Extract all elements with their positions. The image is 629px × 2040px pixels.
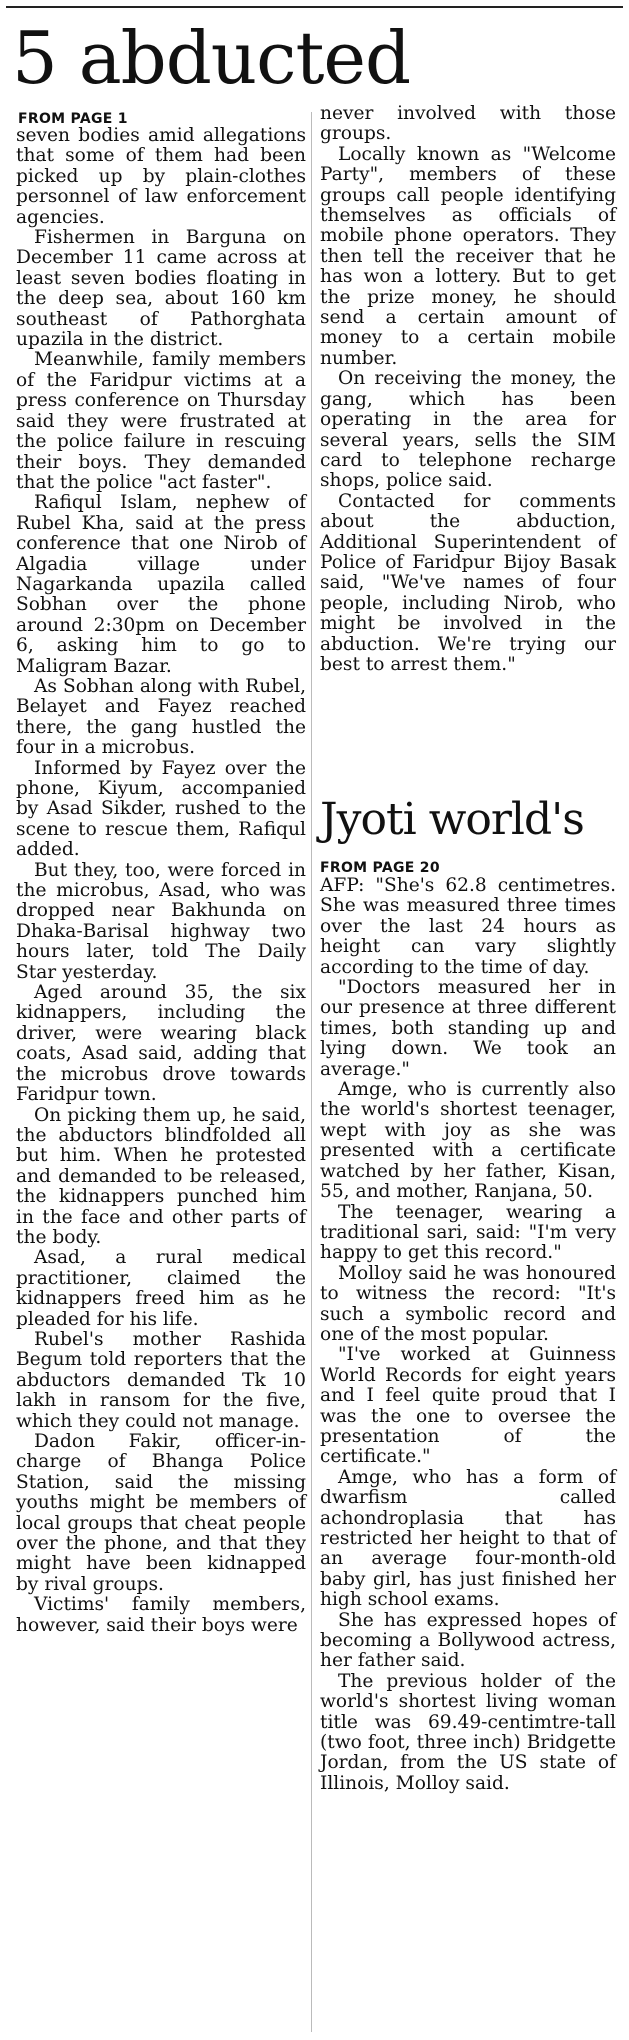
main-story-kicker: FROM PAGE 1	[18, 111, 128, 127]
paragraph: Rafiqul Islam, nephew of Rubel Kha, said at the press conference that one Nirob of Algadia village under Nagarkanda upazila called Sobhan over the phone around 2:30pm on December 6, asking him to go to Maligram Bazar.	[16, 492, 306, 677]
paragraph: Locally known as "Welcome Party", members of these groups call people identifying themselves as officials of mobile phone operators. They then tell the receiver that he has won a lottery. But to get the prize money, he should send a certain amount of money to a certain mobile number.	[320, 143, 616, 369]
paragraph: Rubel's mother Rashida Begum told reporters that the abductors demanded Tk 10 lakh in ransom for the five, which they could not manage.	[16, 1328, 306, 1432]
paragraph: As Sobhan along with Rubel, Belayet and Fayez reached there, the gang hustled the four in a microbus.	[16, 675, 306, 759]
paragraph: Amge, who is currently also the world's shortest teenager, wept with joy as she was presented with a certificate watched by her father, Kisan, 55, and mother, Ranjana, 50.	[320, 1079, 616, 1203]
paragraph: On picking them up, he said, the abductors blindfolded all but him. When he protested and demanded to be released, the kidnappers punched him in the face and other parts of the body.	[16, 1104, 306, 1248]
main-story-right-column	[320, 104, 616, 675]
paragraph: On receiving the money, the gang, which has been operating in the area for several years, sells the SIM card to telephone recharge shops, police said.	[320, 368, 616, 492]
paragraph: "Doctors measured her in our presence at three different times, both standing up and lying down. We took an average."	[320, 977, 616, 1080]
second-story-kicker: FROM PAGE 20	[320, 860, 440, 876]
paragraph: Fishermen in Barguna on December 11 came across at least seven bodies floating in the deep sea, about 160 km southeast of Pathorghata upazila in the district.	[16, 227, 306, 351]
column-divider	[311, 112, 312, 2032]
paragraph: Informed by Fayez over the phone, Kiyum, accompanied by Asad Sikder, rushed to the scene to rescue them, Rafiqul added.	[16, 757, 306, 861]
paragraph: The teenager, wearing a traditional sari, said: "I'm very happy to get this record."	[320, 1201, 616, 1264]
paragraph: The previous holder of the world's shortest living woman title was 69.49-centimtre-tall (two foot, three inch) Bridgette Jordan, from the US state of Illinois, Molloy said.	[320, 1670, 616, 1794]
second-headline: Jyoti world's	[320, 794, 584, 845]
top-rule	[6, 6, 623, 8]
paragraph: Victims' family members, however, said their boys were	[16, 1594, 306, 1636]
paragraph: Meanwhile, family members of the Faridpur victims at a press conference on Thursday said they were frustrated at the police failure in rescuing their boys. They demanded that the police "act faster".	[16, 349, 306, 493]
paragraph: Dadon Fakir, officer-in-charge of Bhanga Police Station, said the missing youths might be members of local groups that cheat people over the phone, and that they might have been kidnapped by rival groups.	[16, 1431, 306, 1595]
paragraph: seven bodies amid allegations that some of them had been picked up by plain-clothes personnel of law enforcement agencies.	[16, 125, 306, 228]
paragraph: But they, too, were forced in the microbus, Asad, who was dropped near Bakhunda on Dhaka-Barisal highway two hours later, told The Daily Star yesterday.	[16, 859, 306, 983]
paragraph: AFP: "She's 62.8 centimetres. She was measured three times over the last 24 hours as height can vary slightly according to the time of day.	[320, 875, 616, 978]
paragraph: Amge, who has a form of dwarfism called achondroplasia that has restricted her height to that of an average four-month-old baby girl, has just finished her high school exams.	[320, 1466, 616, 1611]
paragraph: Molloy said he was honoured to witness the record: "It's such a symbolic record and one of the most popular.	[320, 1262, 616, 1345]
second-story-column	[320, 876, 616, 1794]
paragraph: Contacted for comments about the abduction, Additional Superintendent of Police of Faridpur Bijoy Basak said, "We've names of four people, including Nirob, who might be involved in the abduction. We're trying our best to arrest them."	[320, 490, 616, 675]
paragraph: She has expressed hopes of becoming a Bollywood actress, her father said.	[320, 1609, 616, 1672]
paragraph: "I've worked at Guinness World Records for eight years and I feel quite proud that I was the one to oversee the presentation of the certificate."	[320, 1344, 616, 1468]
paragraph: Aged around 35, the six kidnappers, including the driver, were wearing black coats, Asad said, adding that the microbus drove towards Faridpur town.	[16, 982, 306, 1106]
paragraph: never involved with those groups.	[320, 103, 616, 145]
main-headline: 5 abducted	[12, 16, 411, 100]
main-story-left-column	[16, 126, 306, 1636]
paragraph: Asad, a rural medical practitioner, claimed the kidnappers freed him as he pleaded for his life.	[16, 1247, 306, 1330]
